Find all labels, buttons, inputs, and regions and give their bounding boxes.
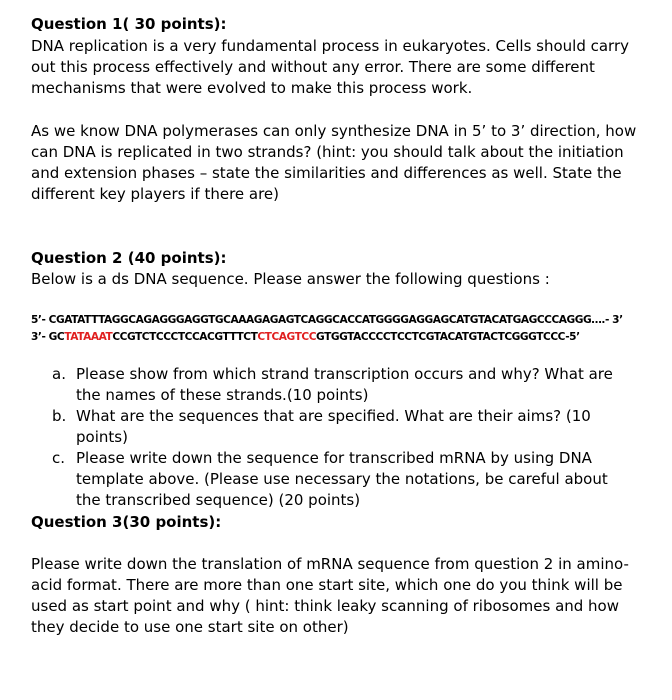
- item-text: What are the sequences that are specified. What are their aims? (10 points): [76, 407, 591, 446]
- question-2-heading: Question 2 (40 points):: [31, 249, 227, 267]
- item-marker: a.: [52, 365, 66, 383]
- question-2-intro: Below is a ds DNA sequence. Please answer the following questions :: [31, 270, 550, 288]
- list-item: [52, 448, 622, 511]
- strand-bottom-suffix: GTGGTACCCCTCCTCGTACATGTACTCGGGTCCC-5’: [316, 331, 580, 343]
- dna-strand-top: 5’- CGATATTTAGGCAGAGGGAGGTGCAAAGAGAGTCAGGCACCATGGGGAGGAGCATGTACATGAGCCCAGGG….- 3’: [31, 314, 623, 326]
- question-1-paragraph-1: DNA replication is a very fundamental process in eukaryotes. Cells should carry out this process effectively and without any error. There are some different mechanisms that were evolved to make this process work.: [31, 37, 630, 97]
- tata-box-sequence: TATAAAT: [64, 331, 113, 343]
- question-3-paragraph: Please write down the translation of mRNA sequence from question 2 in amino-acid format. There are more than one start site, which one do you think will be used as start point and why ( hint: think leaky scanning of ribosomes and how they decide to use one start site on other): [31, 555, 629, 636]
- strand-bottom-prefix: 3’- GC: [31, 331, 65, 343]
- highlighted-sequence-2: CTCAGTCC: [257, 331, 317, 343]
- list-item: [52, 406, 622, 448]
- item-text: Please show from which strand transcription occurs and why? What are the names of these strands.(10 points): [76, 365, 613, 404]
- question-1-heading: Question 1( 30 points):: [31, 15, 227, 33]
- dna-strand-bottom: [31, 328, 651, 347]
- question-1-paragraph-2: As we know DNA polymerases can only synthesize DNA in 5’ to 3’ direction, how can DNA is replicated in two strands? (hint: you should talk about the initiation and extension phases – state the similarities and differences as well. State the different key players if there are): [31, 122, 637, 203]
- item-text: Please write down the sequence for transcribed mRNA by using DNA template above. (Please use necessary the notations, be careful about the transcribed sequence) (20 points): [76, 449, 608, 509]
- item-marker: c.: [52, 449, 66, 467]
- question-2-items: [52, 364, 622, 511]
- strand-bottom-middle: CCGTCTCCCTCCACGTTTCT: [112, 331, 258, 343]
- question-3-heading: Question 3(30 points):: [31, 513, 222, 531]
- item-marker: b.: [52, 407, 67, 425]
- list-item: [52, 364, 622, 406]
